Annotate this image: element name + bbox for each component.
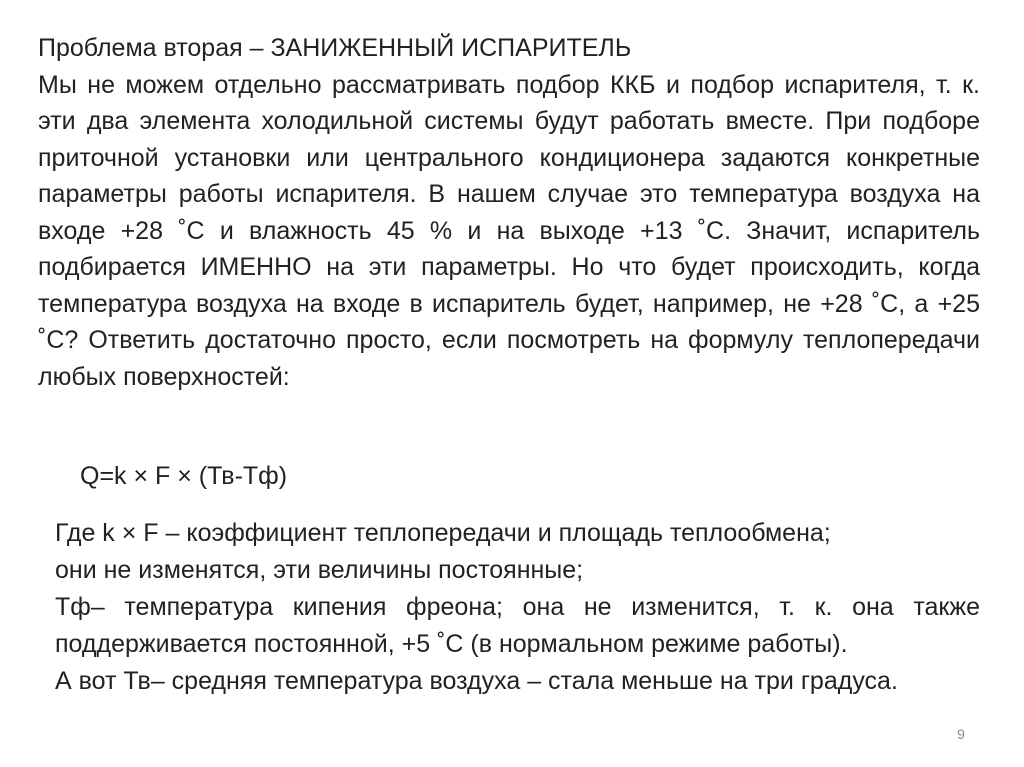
heat-transfer-formula: Q=k × F × (Тв-Тф) — [80, 462, 288, 490]
slide-heading: Проблема вторая – ЗАНИЖЕННЫЙ ИСПАРИТЕЛЬ — [38, 34, 632, 62]
explanation-line-kf: Где k × F – коэффициент теплопередачи и площадь теплообмена; — [55, 519, 831, 547]
explanation-line-tf: Тф– температура кипения фреона; она не изменится, т. к. она также поддерживается постоянной, +5 ˚С (в нормальном режиме работы). — [55, 593, 980, 658]
formula-explanation — [55, 515, 980, 700]
main-text-block — [38, 30, 980, 395]
body-paragraph: Мы не можем отдельно рассматривать подбор ККБ и подбор испарителя, т. к. эти два элемента холодильной системы будут работать вместе. При подборе приточной установки или центрального кондиционера задаются конкретные параметры работы испарителя. В нашем случае это температура воздуха на входе +28 ˚С и влажность 45 % и на выходе +13 ˚С. Значит, испаритель подбирается ИМЕННО на эти параметры. Но что будет происходить, когда температура воздуха на входе в испаритель будет, например, не +28 ˚С, а +25 ˚С? Ответить достаточно просто, если посмотреть на формулу теплопередачи любых поверхностей: — [38, 70, 980, 391]
page-number: 9 — [957, 726, 965, 742]
explanation-line-constant: они не изменятся, эти величины постоянные; — [55, 556, 584, 584]
explanation-line-tv: А вот Тв– средняя температура воздуха – стала меньше на три градуса. — [55, 667, 898, 695]
